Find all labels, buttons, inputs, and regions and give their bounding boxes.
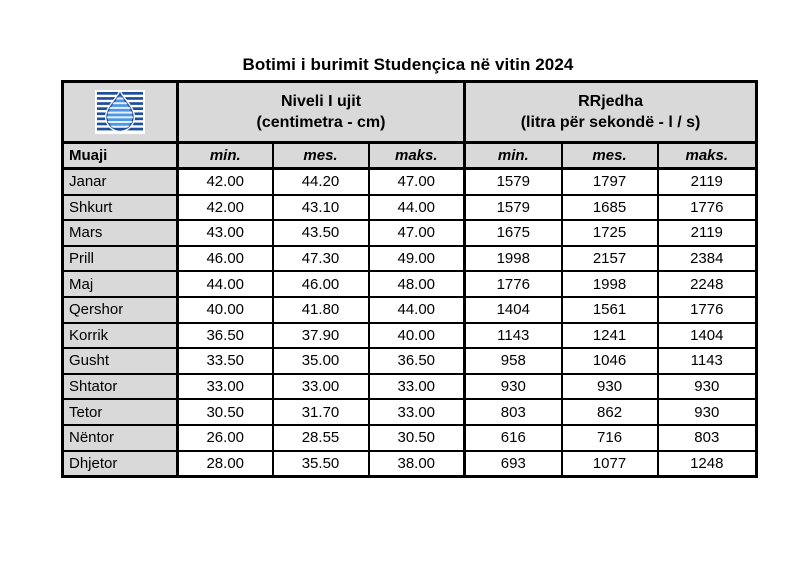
month-cell: Prill bbox=[63, 246, 178, 272]
value-cell: 1077 bbox=[562, 451, 658, 477]
value-cell: 46.00 bbox=[273, 271, 369, 297]
value-cell: 26.00 bbox=[178, 425, 273, 451]
value-cell: 1797 bbox=[562, 169, 658, 195]
value-cell: 35.50 bbox=[273, 451, 369, 477]
month-cell: Janar bbox=[63, 169, 178, 195]
value-cell: 1998 bbox=[562, 271, 658, 297]
value-cell: 42.00 bbox=[178, 169, 273, 195]
month-cell: Mars bbox=[63, 220, 178, 246]
table-row bbox=[63, 374, 757, 400]
month-column-header: Muaji bbox=[63, 143, 178, 169]
value-cell: 930 bbox=[658, 399, 757, 425]
col-header-mes-cm: mes. bbox=[273, 143, 369, 169]
table-row bbox=[63, 323, 757, 349]
table-row bbox=[63, 246, 757, 272]
page-title: Botimi i burimit Studençica në vitin 2024 bbox=[242, 55, 574, 74]
value-cell: 1241 bbox=[562, 323, 658, 349]
value-cell: 1579 bbox=[465, 195, 562, 221]
table-row bbox=[63, 297, 757, 323]
month-cell: Nëntor bbox=[63, 425, 178, 451]
value-cell: 1579 bbox=[465, 169, 562, 195]
value-cell: 37.90 bbox=[273, 323, 369, 349]
value-cell: 43.50 bbox=[273, 220, 369, 246]
value-cell: 38.00 bbox=[369, 451, 465, 477]
table-row bbox=[63, 451, 757, 477]
value-cell: 2384 bbox=[658, 246, 757, 272]
value-cell: 862 bbox=[562, 399, 658, 425]
value-cell: 35.00 bbox=[273, 348, 369, 374]
col-header-min-ls: min. bbox=[465, 143, 562, 169]
value-cell: 36.50 bbox=[369, 348, 465, 374]
value-cell: 693 bbox=[465, 451, 562, 477]
table-row bbox=[63, 271, 757, 297]
value-cell: 44.20 bbox=[273, 169, 369, 195]
group-subtitle: (litra për sekondë - l / s) bbox=[520, 114, 701, 131]
value-cell: 803 bbox=[658, 425, 757, 451]
value-cell: 2157 bbox=[562, 246, 658, 272]
value-cell: 2248 bbox=[658, 271, 757, 297]
value-cell: 958 bbox=[465, 348, 562, 374]
value-cell: 48.00 bbox=[369, 271, 465, 297]
group-header-water-level bbox=[178, 82, 465, 143]
group-title: RRjedha bbox=[578, 93, 643, 110]
value-cell: 1561 bbox=[562, 297, 658, 323]
value-cell: 930 bbox=[562, 374, 658, 400]
table-row bbox=[63, 169, 757, 195]
value-cell: 28.00 bbox=[178, 451, 273, 477]
value-cell: 1776 bbox=[658, 297, 757, 323]
value-cell: 33.00 bbox=[369, 374, 465, 400]
month-cell: Korrik bbox=[63, 323, 178, 349]
value-cell: 1776 bbox=[658, 195, 757, 221]
value-cell: 1685 bbox=[562, 195, 658, 221]
value-cell: 33.00 bbox=[273, 374, 369, 400]
group-title: Niveli I ujit bbox=[281, 93, 362, 110]
value-cell: 1046 bbox=[562, 348, 658, 374]
value-cell: 1248 bbox=[658, 451, 757, 477]
col-header-maks-ls: maks. bbox=[658, 143, 757, 169]
value-cell: 30.50 bbox=[178, 399, 273, 425]
value-cell: 36.50 bbox=[178, 323, 273, 349]
value-cell: 1143 bbox=[465, 323, 562, 349]
month-cell: Qershor bbox=[63, 297, 178, 323]
table-row bbox=[63, 220, 757, 246]
value-cell: 43.00 bbox=[178, 220, 273, 246]
col-header-min-cm: min. bbox=[178, 143, 273, 169]
value-cell: 44.00 bbox=[369, 195, 465, 221]
month-cell: Shkurt bbox=[63, 195, 178, 221]
value-cell: 31.70 bbox=[273, 399, 369, 425]
value-cell: 47.00 bbox=[369, 220, 465, 246]
value-cell: 42.00 bbox=[178, 195, 273, 221]
value-cell: 1404 bbox=[658, 323, 757, 349]
value-cell: 30.50 bbox=[369, 425, 465, 451]
group-header-row bbox=[63, 82, 757, 143]
value-cell: 33.50 bbox=[178, 348, 273, 374]
value-cell: 28.55 bbox=[273, 425, 369, 451]
value-cell: 44.00 bbox=[178, 271, 273, 297]
value-cell: 41.80 bbox=[273, 297, 369, 323]
value-cell: 33.00 bbox=[178, 374, 273, 400]
value-cell: 930 bbox=[465, 374, 562, 400]
value-cell: 803 bbox=[465, 399, 562, 425]
value-cell: 2119 bbox=[658, 220, 757, 246]
month-cell: Dhjetor bbox=[63, 451, 178, 477]
value-cell: 1675 bbox=[465, 220, 562, 246]
value-cell: 40.00 bbox=[369, 323, 465, 349]
month-cell: Maj bbox=[63, 271, 178, 297]
month-cell: Tetor bbox=[63, 399, 178, 425]
logo-cell bbox=[63, 82, 178, 143]
value-cell: 47.30 bbox=[273, 246, 369, 272]
group-header-flow bbox=[465, 82, 757, 143]
table-row bbox=[63, 425, 757, 451]
sub-header-row bbox=[63, 143, 757, 169]
value-cell: 46.00 bbox=[178, 246, 273, 272]
value-cell: 1998 bbox=[465, 246, 562, 272]
value-cell: 40.00 bbox=[178, 297, 273, 323]
value-cell: 930 bbox=[658, 374, 757, 400]
value-cell: 716 bbox=[562, 425, 658, 451]
month-cell: Shtator bbox=[63, 374, 178, 400]
value-cell: 1404 bbox=[465, 297, 562, 323]
value-cell: 43.10 bbox=[273, 195, 369, 221]
table-row bbox=[63, 195, 757, 221]
value-cell: 44.00 bbox=[369, 297, 465, 323]
value-cell: 2119 bbox=[658, 169, 757, 195]
water-drop-logo-icon bbox=[95, 90, 145, 134]
table-row bbox=[63, 348, 757, 374]
value-cell: 33.00 bbox=[369, 399, 465, 425]
month-cell: Gusht bbox=[63, 348, 178, 374]
value-cell: 1776 bbox=[465, 271, 562, 297]
value-cell: 49.00 bbox=[369, 246, 465, 272]
col-header-maks-cm: maks. bbox=[369, 143, 465, 169]
value-cell: 1143 bbox=[658, 348, 757, 374]
value-cell: 47.00 bbox=[369, 169, 465, 195]
col-header-mes-ls: mes. bbox=[562, 143, 658, 169]
value-cell: 616 bbox=[465, 425, 562, 451]
group-subtitle: (centimetra - cm) bbox=[256, 114, 386, 131]
table-row bbox=[63, 399, 757, 425]
hydrology-table bbox=[61, 80, 758, 478]
value-cell: 1725 bbox=[562, 220, 658, 246]
